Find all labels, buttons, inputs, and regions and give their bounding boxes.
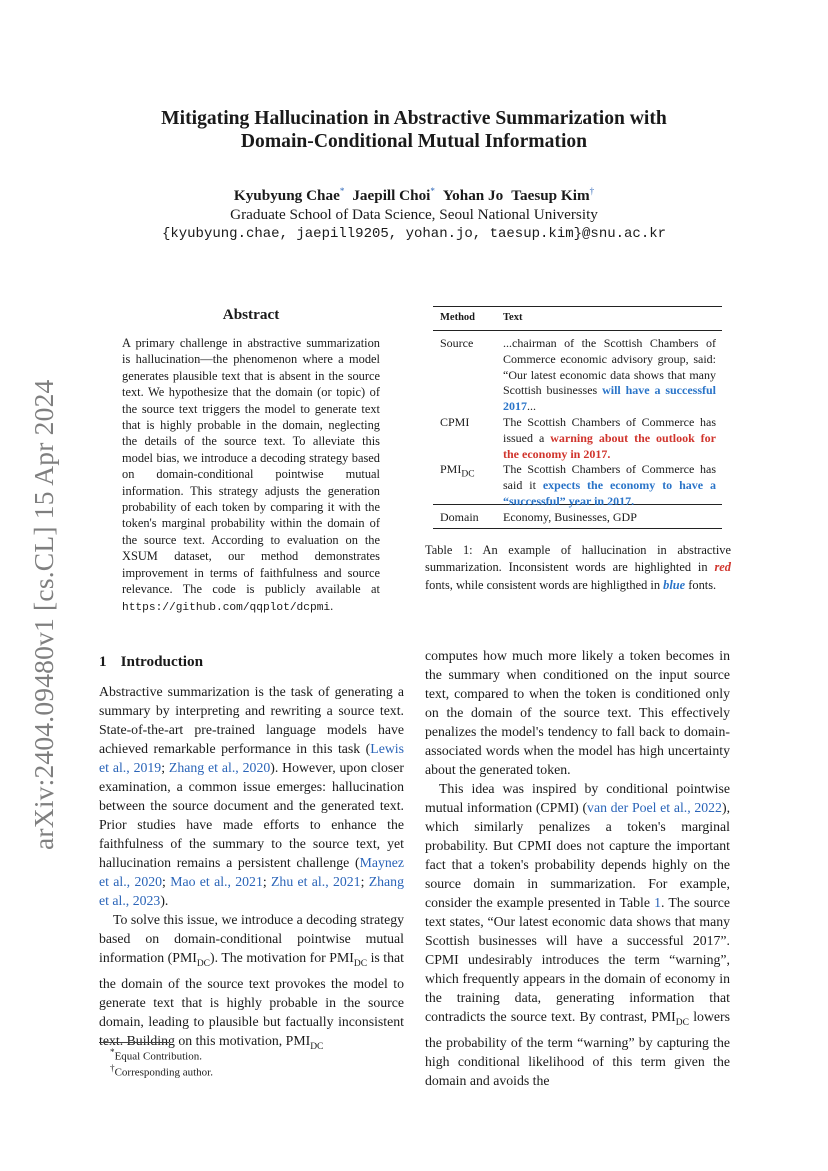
table-header-text: Text: [503, 312, 523, 323]
intro-paragraph-3: [425, 646, 730, 779]
author-mark: *: [339, 186, 345, 196]
citation[interactable]: Mao et al., 2021: [170, 874, 263, 889]
footnote-2: [110, 1063, 213, 1079]
citation[interactable]: Zhang et al., 2023: [99, 874, 404, 908]
text-run: ). However, upon closer examination, a common issue emerges: hallucination between the source document and the generated text. Prior studies have made efforts to enhance the faithfulness of the summary to the source text, yet hallucination remains a persistent challenge (: [99, 760, 404, 870]
text-run: ). The motivation for PMI: [210, 950, 354, 965]
table-text-cell: [503, 336, 716, 415]
table-method-cell: CPMI: [440, 415, 470, 429]
table-text-part: ...chairman of the Scottish Chambers of Commerce economic advisory group, said: “Our latest economic data shows that many Scottish businesses: [503, 336, 716, 398]
table-rule-bottom: [433, 528, 722, 529]
caption-text: fonts.: [685, 577, 717, 592]
section-number: 1: [99, 653, 107, 670]
text-run: ).: [160, 893, 169, 908]
footnote-text: Corresponding author.: [114, 1066, 213, 1079]
table-rule-top: [433, 306, 722, 307]
intro-paragraph-2: [99, 910, 404, 1057]
paper-title: [100, 107, 728, 153]
text-run: computes how much more likely a token becomes in the summary when conditioned on the input source text, compared to when the token is conditioned only on the domain of the source text. This effectively penalizes the model's tendency to fall back to domain-associated words when the model has high uncertainty about the generated token.: [425, 648, 730, 777]
author-mark: †: [589, 186, 595, 196]
text-run: Abstractive summarization is the task of generating a summary by interpreting and rewriting a source text. State-of-the-art pre-trained language models have achieved remarkable performance in this task (: [99, 684, 404, 756]
text-run: is that the domain of the source text provokes the model to generate text that is highly probable in the source domain, leading to plausible but factually inconsistent text. Building on this motivation, PMI: [99, 950, 404, 1048]
table-text-part: warning about the outlook for the economy in 2017.: [503, 430, 717, 461]
table-caption: [425, 542, 731, 594]
table-text-part: The Scottish Chambers of Commerce has said it: [503, 462, 716, 492]
author-name: Jaepill Choi*: [352, 186, 435, 205]
table-method-cell: Domain: [440, 510, 479, 524]
citation[interactable]: Lewis et al., 2019: [99, 741, 404, 775]
text-run: . The source text states, “Our latest economic data shows that many Scottish businesses will have a successful 2017”. CPMI undesirably introduces the term “warning”, which frequently appears in the domain of economy in the training data, generating information that contradicts the source text. By contrast, PMI: [425, 895, 731, 1024]
caption-text: fonts, while consistent words are highligthed in: [425, 577, 664, 592]
table-text-part: ...: [527, 399, 536, 414]
footnote-1: [110, 1047, 202, 1063]
code-link[interactable]: https://github.com/qqplot/dcpmi: [122, 601, 331, 614]
table-header-method: Method: [440, 312, 475, 323]
author-emails: {kyubyung.chae, jaepill9205, yohan.jo, taesup.kim}@snu.ac.kr: [161, 226, 667, 242]
citation[interactable]: Zhu et al., 2021: [271, 874, 361, 889]
subscript: DC: [310, 1041, 324, 1052]
title-line-2: Domain-Conditional Mutual Information: [240, 131, 588, 152]
caption-color-word: red: [714, 560, 731, 575]
table-text-part: expects the economy to have a “successful” year in 2017.: [503, 477, 717, 508]
footnote-mark: *: [110, 1047, 115, 1057]
table-rule-mid: [433, 330, 722, 331]
section-title: Introduction: [120, 653, 204, 670]
table-text-cell: [503, 462, 716, 509]
section-heading-introduction: [99, 653, 203, 671]
author-list: [100, 186, 728, 205]
citation[interactable]: Maynez et al., 2020: [99, 855, 404, 889]
citation[interactable]: Zhang et al., 2020: [168, 760, 271, 775]
abstract-body: [122, 335, 380, 616]
subscript: DC: [353, 958, 368, 969]
author-name: Yohan Jo: [442, 187, 504, 205]
arxiv-stamp: [8, 379, 68, 850]
title-line-1: Mitigating Hallucination in Abstractive Summarization with: [161, 108, 667, 129]
footnote-text: Equal Contribution.: [114, 1050, 202, 1063]
affiliation: Graduate School of Data Science, Seoul National University: [230, 206, 598, 223]
arxiv-stamp-text: arXiv:2404.09480v1 [cs.CL] 15 Apr 2024: [28, 379, 59, 850]
footnote-rule: [99, 1042, 169, 1043]
left-column-text: [99, 682, 404, 1057]
text-run: This idea was inspired by conditional pointwise mutual information (CPMI) (: [425, 781, 730, 815]
abstract-text: A primary challenge in abstractive summarization is hallucination—the phenomenon where a model generates plausible text that is absent in the source text. We hypothesize that the domain (or topic) of the source text triggers the model to generate text that is highly probable in the domain, neglecting the details of the source text. To alleviate this model bias, we introduce a decoding strategy based on domain-conditional pointwise mutual information. This strategy adjusts the generation probability of each token by comparing it with the token's marginal probability within the domain of the source text. According to evaluation on the XSUM dataset, our method demonstrates improvement in terms of faithfulness and source relevance. The code is publicly available at: [122, 336, 380, 597]
text-run: To solve this issue, we introduce a decoding strategy based on domain-conditional pointwise mutual information (PMI: [99, 912, 404, 965]
text-run: ), which similarly penalizes a token's marginal probability. But CPMI does not capture the important fact that a token's probability depends highly on the source domain in summarization. For example, consider the example presented in Table: [425, 800, 731, 910]
abstract-end: .: [330, 598, 334, 613]
citation[interactable]: 1: [654, 895, 662, 910]
intro-paragraph-4: [425, 779, 730, 1090]
table-text-cell: [503, 415, 716, 462]
intro-paragraph-1: [99, 682, 404, 910]
footnote-mark: †: [110, 1063, 115, 1073]
text-run: ;: [262, 874, 271, 889]
right-column-text: [425, 646, 730, 1090]
table-text-part: will have a successful 2017: [503, 383, 716, 414]
text-run: ;: [360, 874, 369, 889]
subscript: DC: [675, 1017, 689, 1028]
author-mark: *: [430, 186, 435, 196]
subscript: DC: [196, 958, 211, 969]
abstract-heading: Abstract: [222, 306, 280, 323]
caption-color-word: blue: [663, 577, 686, 592]
table-method-cell: Source: [440, 336, 474, 350]
text-run: ;: [161, 760, 169, 775]
table-text-part: Economy, Businesses, GDP: [503, 510, 637, 524]
text-run: ;: [162, 874, 171, 889]
author-name: Kyubyung Chae*: [233, 186, 345, 205]
text-run: lowers the probability of the term “warning” by capturing the high conditional likelihood of this term given the domain and avoids the: [425, 1009, 730, 1088]
table-text-cell: [503, 510, 716, 526]
table-text-part: The Scottish Chambers of Commerce has issued a: [503, 415, 716, 445]
author-name: Taesup Kim†: [511, 186, 595, 205]
citation[interactable]: van der Poel et al., 2022: [587, 800, 722, 815]
caption-text: Table 1: An example of hallucination in abstractive summarization. Inconsistent words are highlighted in: [425, 543, 731, 575]
table-method-cell: $PMI_{DC}$: [440, 462, 475, 480]
method-subscript: DC: [461, 469, 475, 480]
